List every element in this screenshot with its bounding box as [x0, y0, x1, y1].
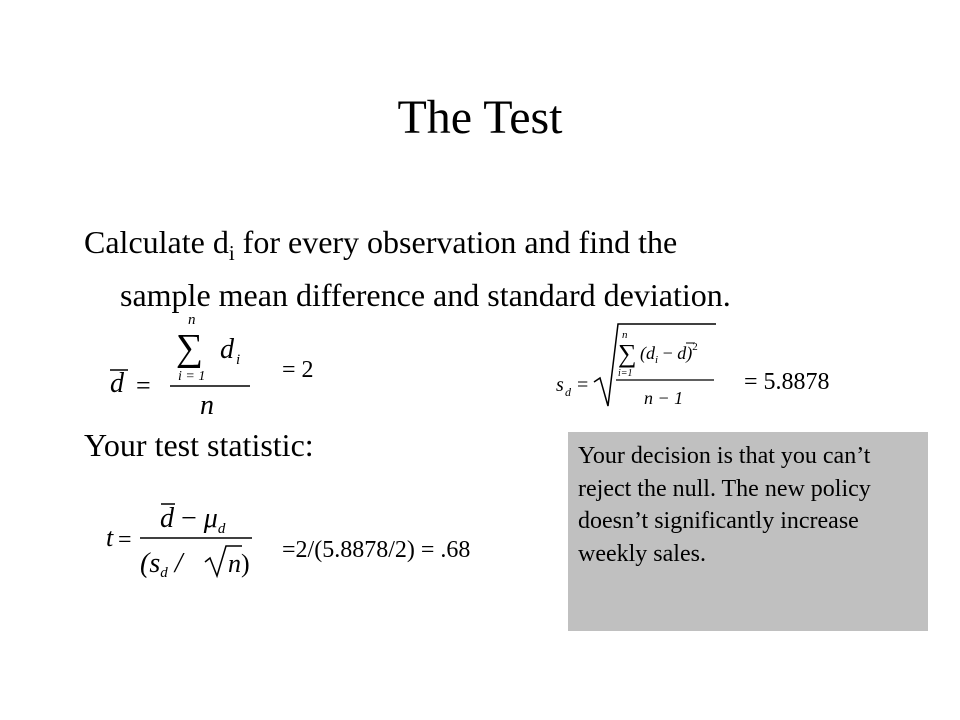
mean-equals: =	[136, 371, 151, 400]
stdev-sum-symbol: ∑	[618, 339, 637, 368]
stdev-numerator-sub: i	[655, 354, 659, 366]
stdev-equals: =	[577, 374, 589, 396]
mean-sum-symbol: ∑	[176, 327, 204, 369]
mean-formula	[104, 310, 284, 420]
stdev-sum-upper: n	[622, 329, 628, 341]
t-den-close: )	[241, 549, 250, 578]
svg-text:n)	[228, 549, 250, 578]
svg-text:(di − d)2	[640, 341, 698, 366]
mean-result: = 2	[282, 357, 314, 383]
stdev-denominator: n − 1	[644, 388, 684, 408]
t-den-sqrt-n: n	[228, 549, 241, 578]
t-numerator-mu: μ	[203, 503, 218, 534]
decision-box: Your decision is that you can’t reject the null. The new policy doesn’t significantly increase weekly sales.	[568, 432, 928, 631]
bullet-calculate-subscript: i	[228, 241, 235, 265]
stdev-numerator-minus: −	[658, 343, 678, 363]
mean-term-sub: i	[236, 352, 241, 368]
t-numerator-minus: −	[174, 503, 204, 534]
t-equals: =	[118, 527, 132, 553]
svg-text:d − μd	[160, 503, 226, 537]
mean-term: d	[220, 334, 234, 365]
bullet-test-statistic: Your test statistic:	[84, 427, 314, 463]
stdev-numerator-dbar: d	[677, 343, 687, 363]
bullet-calculate-lead: Calculate d	[84, 224, 229, 260]
bullet-calculate	[84, 221, 844, 316]
mean-denominator: n	[200, 390, 214, 421]
stdev-numerator-close: )	[686, 343, 693, 363]
t-numerator-mu-sub: d	[217, 521, 226, 537]
t-result: =2/(5.8878/2) = .68	[282, 537, 471, 563]
t-numerator-dbar: d	[160, 503, 174, 534]
t-den-sub: d	[160, 565, 168, 581]
svg-text:(sd /	[140, 548, 185, 581]
stdev-result: = 5.8878	[744, 369, 830, 395]
stdev-lhs: s	[556, 374, 564, 396]
stdev-numerator-power: 2	[692, 341, 698, 353]
stdev-numerator-open: (d	[640, 343, 655, 363]
bullet-calculate-continuation: sample mean difference and standard deviation.	[120, 277, 731, 313]
stdev-lhs-sub: d	[565, 385, 571, 399]
t-lhs: t	[106, 523, 114, 552]
t-den-slash: /	[167, 548, 183, 579]
mean-sum-upper: n	[188, 312, 196, 328]
t-den-open: (s	[140, 548, 161, 579]
t-formula	[104, 494, 284, 584]
mean-lhs: d	[110, 368, 124, 399]
mean-sum-lower: i = 1	[178, 369, 206, 384]
stdev-sum-lower: i=1	[618, 368, 633, 379]
slide-title: The Test	[397, 91, 563, 144]
bullet-calculate-tail: for every observation and find the	[234, 224, 678, 260]
stdev-formula	[556, 320, 726, 410]
